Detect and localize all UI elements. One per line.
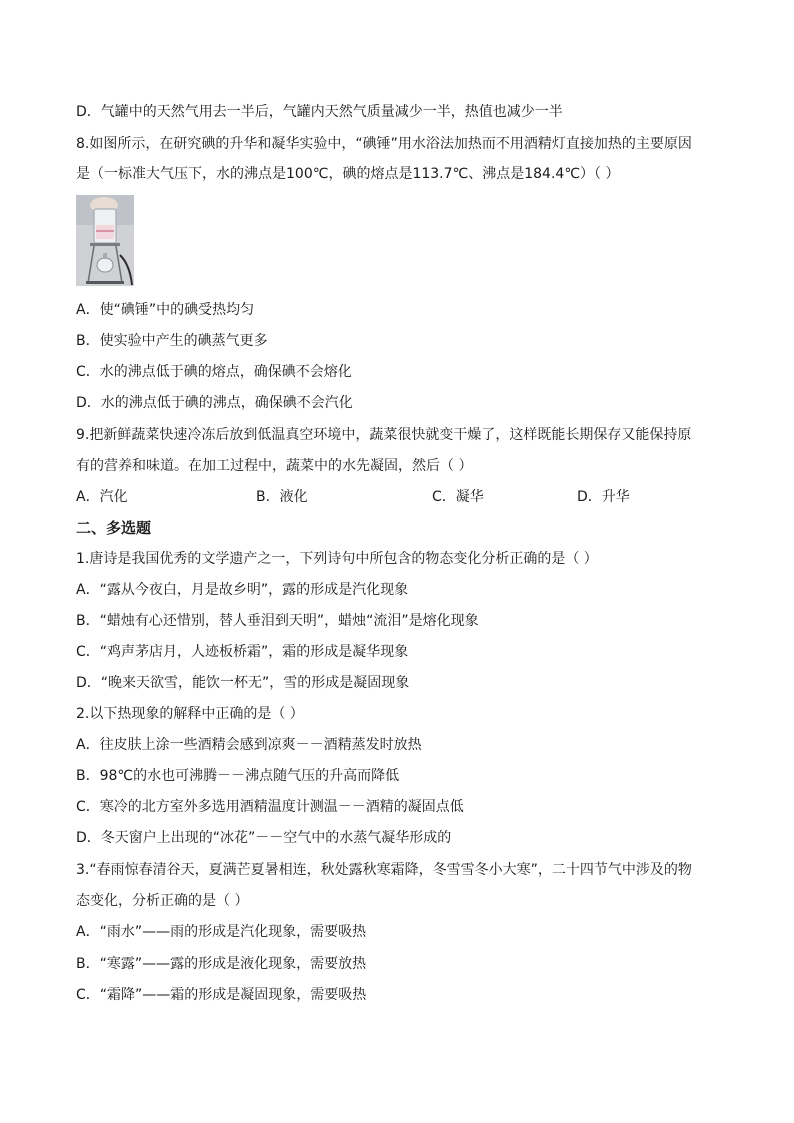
q8-stem-line2: 是（一标准大气压下，水的沸点是100℃，碘的熔点是113.7℃、沸点是184.4℃）（ ） [76,166,620,182]
iodine-hammer-illustration [76,195,134,286]
mq1-stem: 1.唐诗是我国优秀的文学遗产之一，下列诗句中所包含的物态变化分析正确的是（ ） [76,551,598,567]
mq1-option-c: C．“鸡声茅店月，人迹板桥霜”，霜的形成是凝华现象 [76,644,409,660]
section-heading-multiple-choice: 二、多选题 [76,519,152,537]
q8-stem-line1: 8.如图所示，在研究碘的升华和凝华实验中，“碘锤”用水浴法加热而不用酒精灯直接加热的主要原因 [76,136,692,152]
q9-option-a: A．汽化 [76,489,128,505]
mq1-option-b: B．“蜡烛有心还惜别，替人垂泪到天明”，蜡烛“流泪”是熔化现象 [76,613,479,629]
mq2-stem: 2.以下热现象的解释中正确的是（ ） [76,706,304,722]
mq3-stem-line1: 3.“春雨惊春清谷天，夏满芒夏暑相连，秋处露秋寒霜降，冬雪雪冬小大寒”，二十四节气中涉及的物 [76,862,692,878]
q9-option-d: D．升华 [577,489,630,505]
q8-option-d: D．水的沸点低于碘的沸点，确保碘不会汽化 [76,395,353,411]
mq3-option-b: B．“寒露”——露的形成是液化现象，需要放热 [76,956,367,972]
mq3-option-a: A．“雨水”——雨的形成是汽化现象，需要吸热 [76,924,367,940]
mq2-option-b: B．98℃的水也可沸腾－－沸点随气压的升高而降低 [76,768,400,784]
q9-stem-line1: 9.把新鲜蔬菜快速冷冻后放到低温真空环境中，蔬菜很快就变干燥了，这样既能长期保存又能保持原 [76,427,692,443]
mq1-option-a: A．“露从今夜白，月是故乡明”，露的形成是汽化现象 [76,582,409,598]
q8-option-a: A．使“碘锤”中的碘受热均匀 [76,302,255,318]
q9-stem-line2: 有的营养和味道。在加工过程中，蔬菜中的水先凝固，然后（ ） [76,458,473,474]
q8-option-c: C．水的沸点低于碘的熔点，确保碘不会熔化 [76,364,352,380]
q7-option-d: D．气罐中的天然气用去一半后，气罐内天然气质量减少一半，热值也减少一半 [76,104,563,120]
mq1-option-d: D．“晚来天欲雪，能饮一杯无”，雪的形成是凝固现象 [76,675,410,691]
q9-option-c: C．凝华 [432,489,484,505]
mq2-option-d: D．冬天窗户上出现的“冰花”－－空气中的水蒸气凝华形成的 [76,830,452,846]
mq3-option-c: C．“霜降”——霜的形成是凝固现象，需要吸热 [76,987,367,1003]
mq2-option-a: A．往皮肤上涂一些酒精会感到凉爽－－酒精蒸发时放热 [76,737,422,753]
mq2-option-c: C．寒冷的北方室外多选用酒精温度计测温－－酒精的凝固点低 [76,799,464,815]
iodine-hammer-experiment-photo [76,195,134,286]
mq3-stem-line2: 态变化，分析正确的是（ ） [76,893,249,909]
q9-option-b: B．液化 [256,489,308,505]
q8-option-b: B．使实验中产生的碘蒸气更多 [76,333,268,349]
